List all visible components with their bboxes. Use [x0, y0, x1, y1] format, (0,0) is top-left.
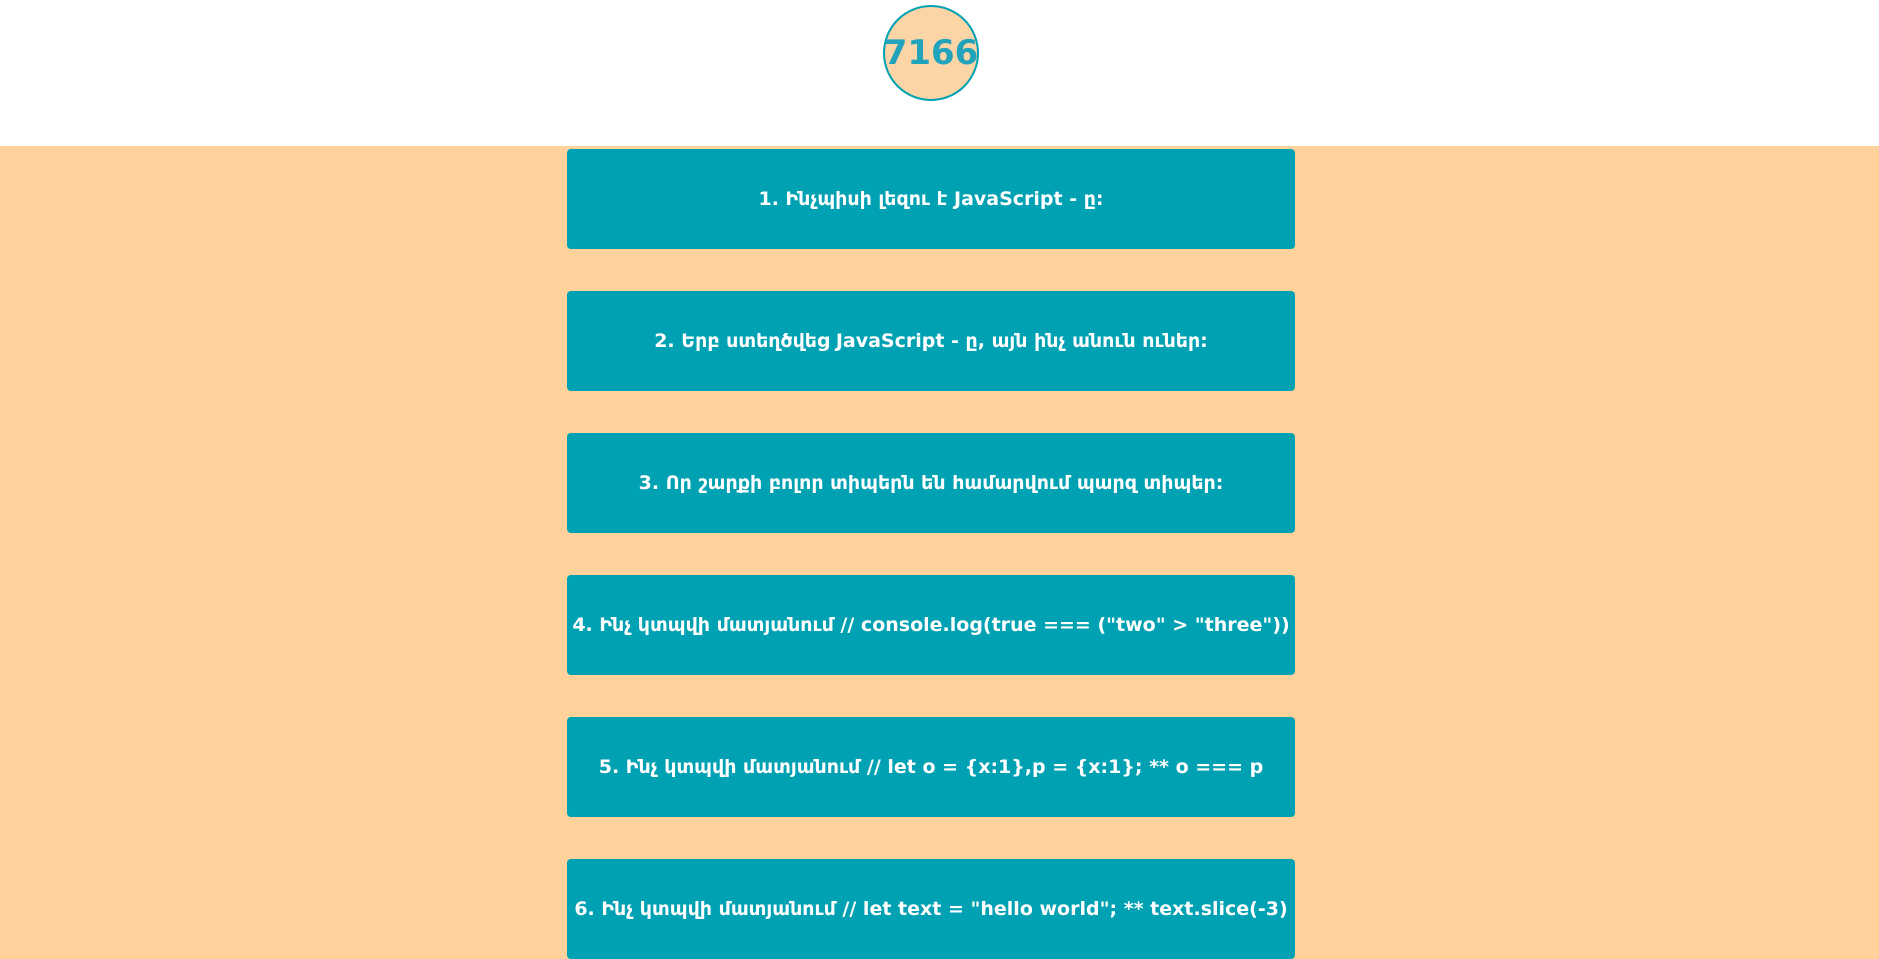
score-badge-value: 7166 [883, 33, 979, 73]
score-badge [883, 5, 979, 101]
question-button-2[interactable]: 2. Երբ ստեղծվեց JavaScript - ը, այն ինչ անուն ուներ: [567, 291, 1295, 391]
question-button-3[interactable]: 3. Որ շարքի բոլոր տիպերն են համարվում պարզ տիպեր: [567, 433, 1295, 533]
question-button-1[interactable]: 1. Ինչպիսի լեզու է JavaScript - ը: [567, 149, 1295, 249]
question-button-5[interactable]: 5. Ինչ կտպվի մատյանում // let o = {x:1},p = {x:1}; ** o === p [567, 717, 1295, 817]
question-button-6[interactable]: 6. Ինչ կտպվի մատյանում // let text = "hello world"; ** text.slice(-3) [567, 859, 1295, 959]
question-list [0, 146, 1879, 959]
header [0, 0, 1879, 146]
question-button-4[interactable]: 4. Ինչ կտպվի մատյանում // console.log(true === ("two" > "three")) [567, 575, 1295, 675]
